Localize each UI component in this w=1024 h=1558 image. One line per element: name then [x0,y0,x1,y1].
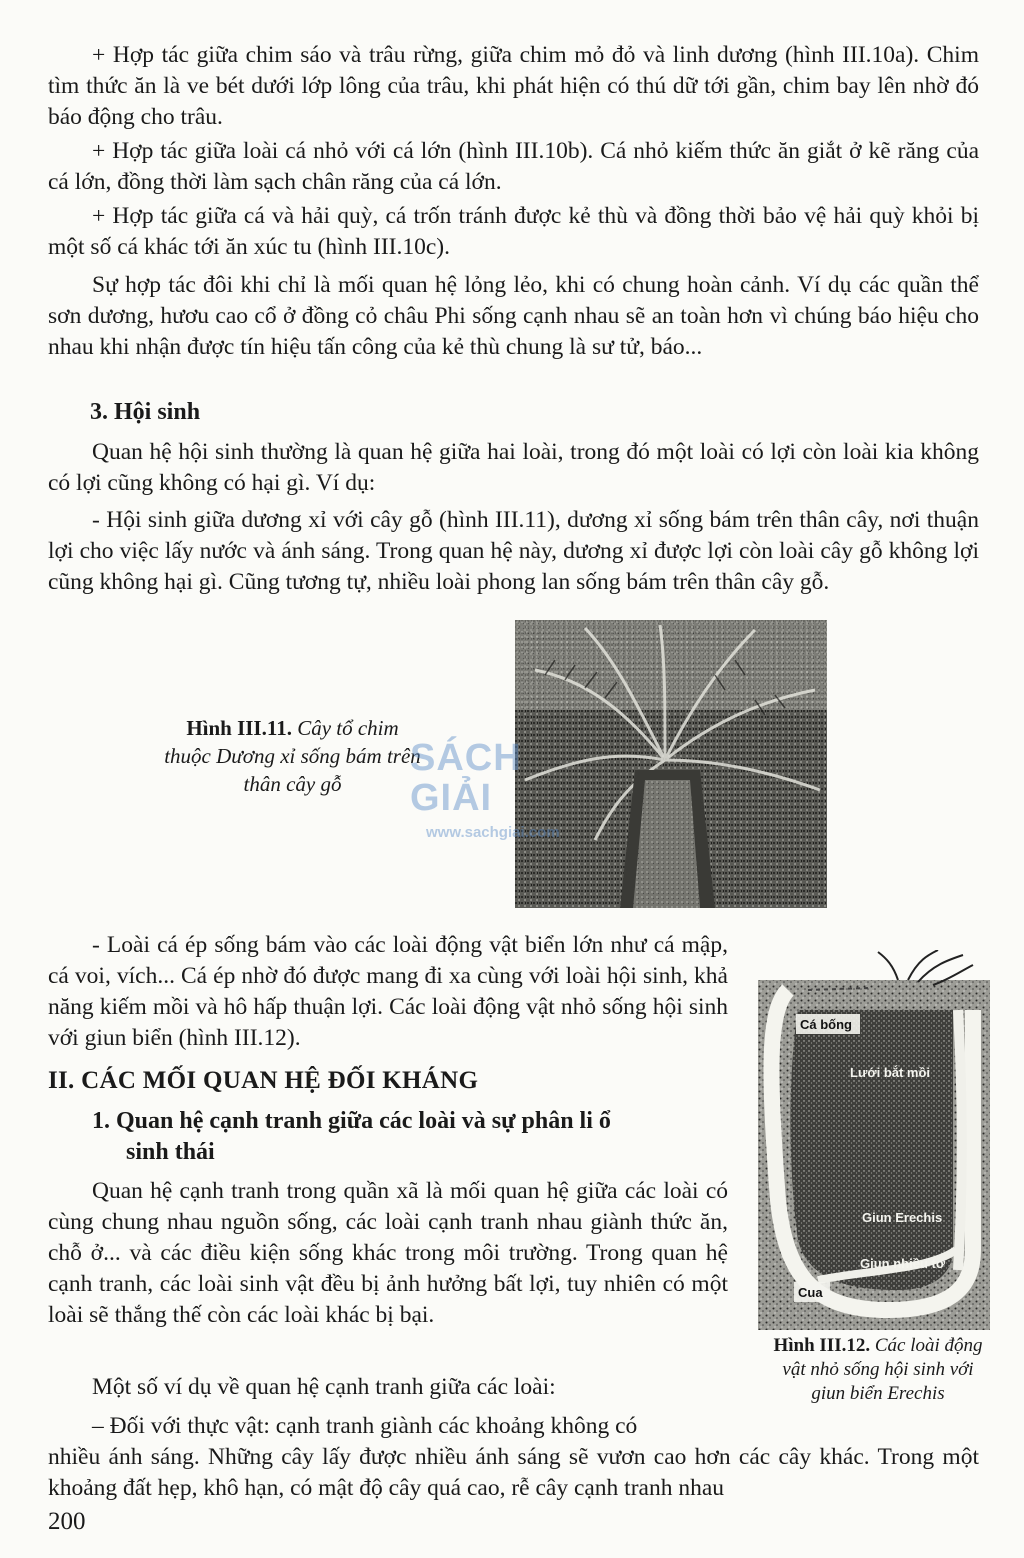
paragraph-hop-tac-long-leo: Sự hợp tác đôi khi chỉ là mối quan hệ lỏng lẻo, khi có chung hoàn cảnh. Ví dụ các quần thể sơn dương, hươu cao cổ ở đồng cỏ châu Phi sống cạnh nhau sẽ an toàn hơn vì chúng báo hiệu cho nhau khi nhận được tín hiệu tấn công của kẻ thù chung là sư tử, báo... [48,272,979,360]
heading-canh-tranh-line-1: 1. Quan hệ cạnh tranh giữa các loài và sự phân li ổ [92,1108,611,1134]
figure-12-label: Hình III.12. [773,1335,871,1356]
label-cua: Cua [798,1285,823,1300]
paragraph-thuc-vat-continued: nhiều ánh sáng. Những cây lấy được nhiều ánh sáng sẽ vươn cao hơn các cây khác. Trong một khoảng đất hẹp, khô hạn, có mật độ cây quá cao, rễ cây cạnh tranh nhau [48,1444,979,1501]
heading-canh-tranh [92,1106,732,1168]
paragraph-hoi-sinh-duong-xi: - Hội sinh giữa dương xỉ với cây gỗ (hình III.11), dương xỉ sống bám trên thân cây, nơi thuận lợi cho việc lấy nước và ánh sáng. Trong quan hệ này, dương xỉ được lợi còn loài cây gỗ không lợi cũng không hại gì. Cũng tương tự, nhiều loài phong lan sống bám trên thân cây gỗ. [48,507,979,595]
paragraph-hop-tac-chim-sao: + Hợp tác giữa chim sáo và trâu rừng, giữa chim mỏ đỏ và linh dương (hình III.10a). Chim tìm thức ăn là ve bét dưới lớp lông của trâu, khi phát hiện có thú dữ tới gần, chim bay lên nhờ đó báo động cho trâu. [48,42,979,130]
figure-11-caption-line-1: Cây tổ chim [297,716,399,740]
page-number: 200 [48,1508,86,1535]
figure-11-fern-photo [515,620,827,908]
label-luoi-bat-moi: Lưới bắt mồi [850,1065,931,1080]
paragraph-hoi-sinh-intro: Quan hệ hội sinh thường là quan hệ giữa hai loài, trong đó một loài có lợi còn loài kia không có lợi cũng không có hại gì. Ví dụ: [48,439,979,496]
label-giun-erechis: Giun Erechis [862,1210,943,1225]
figure-11-label: Hình III.11. [186,716,292,740]
watermark-logo: SÁCH GIẢI [410,737,522,819]
paragraph-canh-tranh: Quan hệ cạnh tranh trong quần xã là mối quan hệ giữa các loài có cùng chung nhau nguồn sống, các loài cạnh tranh nhau giành thức ăn, chỗ ở... và các điều kiện sống khác trong môi trường. Trong quan hệ cạnh tranh, các loài sinh vật đều bị ảnh hưởng bất lợi, tuy nhiên có một loài sẽ thắng thế còn các loài khác bị bại. [48,1178,728,1328]
label-giun-nhieu-to: Giun nhiều tơ [860,1256,946,1271]
figure-12-caption-line-2: vật nhỏ sống hội sinh với [782,1359,974,1380]
figure-12-caption [758,1334,998,1406]
figure-12-burrow-diagram [758,950,990,1330]
paragraph-vi-du-canh-tranh: Một số ví dụ về quan hệ cạnh tranh giữa các loài: [92,1374,556,1400]
paragraph-hop-tac-ca-nho: + Hợp tác giữa loài cá nhỏ với cá lớn (hình III.10b). Cá nhỏ kiếm thức ăn giắt ở kẽ răng của cá lớn, đồng thời làm sạch chân răng của cá lớn. [48,138,979,195]
paragraph-hop-tac-hai-quy: + Hợp tác giữa cá và hải quỳ, cá trốn tránh được kẻ thù và đồng thời bảo vệ hải quỳ khỏi bị một số cá khác tới ăn xúc tu (hình III.10c). [48,203,979,260]
heading-canh-tranh-line-2: sinh thái [126,1139,215,1165]
figure-12-caption-line-3: giun biển Erechis [811,1383,945,1404]
figure-11-caption [120,714,465,798]
label-ca-bong: Cá bống [800,1017,852,1032]
figure-11-caption-line-3: thân cây gỗ [243,772,342,796]
paragraph-thuc-vat-line-1: – Đối với thực vật: cạnh tranh giành các khoảng không có [92,1413,638,1439]
heading-hoi-sinh: 3. Hội sinh [90,399,201,425]
figure-11-caption-line-2: thuộc Dương xỉ sống bám trên [164,744,421,768]
paragraph-ca-ep: - Loài cá ép sống bám vào các loài động vật biển lớn như cá mập, cá voi, vích... Cá ép nhờ đó được mang đi xa cùng với loài hội sinh, khả năng kiếm mồi và hô hấp thuận lợi. Các loài động vật nhỏ sống hội sinh với giun biển (hình III.12). [48,932,728,1051]
figure-12-caption-line-1: Các loài động [874,1335,983,1356]
watermark-url: www.sachgiai.com [426,824,560,841]
heading-section-doi-khang: II. CÁC MỐI QUAN HỆ ĐỐI KHÁNG [48,1067,479,1094]
